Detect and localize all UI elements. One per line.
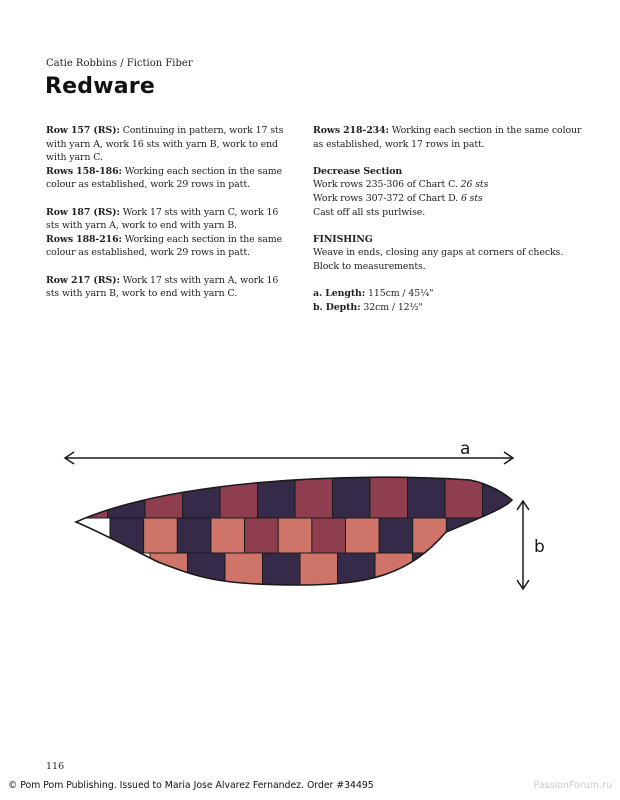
check-square: [188, 553, 226, 588]
check-square: [300, 553, 338, 588]
check-square: [108, 470, 146, 518]
check-square: [258, 470, 296, 518]
check-square: [263, 553, 301, 588]
check-square: [446, 518, 480, 553]
finishing-heading: FINISHING: [313, 233, 373, 245]
copyright-notice: © Pom Pom Publishing. Issued to Maria Jose Alvarez Fernandez. Order #34495: [8, 780, 374, 791]
check-square: [312, 518, 346, 553]
row-text: Work 17 sts with yarn C, work 16 sts with yarn A, work to end with yarn B.: [46, 206, 279, 232]
check-square: [379, 518, 413, 553]
check-square: [220, 470, 258, 518]
shawl-schematic: [50, 432, 570, 602]
check-square: [345, 518, 379, 553]
check-square: [278, 518, 312, 553]
row-text: Working each section in the same colour as established, work 29 rows in patt.: [46, 165, 282, 191]
check-square: [483, 470, 521, 518]
measurement-depth: b. Depth: 32cm / 12½": [313, 301, 423, 313]
check-square: [70, 470, 108, 518]
check-square: [183, 470, 221, 518]
check-square: [245, 518, 279, 553]
check-square: [295, 470, 333, 518]
length-label: a: [460, 439, 471, 459]
middle-check-row: [110, 518, 480, 553]
instructions-left-column: [46, 124, 294, 301]
decrease-line: Cast off all sts purlwise.: [313, 206, 426, 218]
row-label: Row 187 (RS):: [46, 206, 120, 218]
row-label: Rows 188-216:: [46, 233, 122, 245]
check-square: [445, 470, 483, 518]
instruction-paragraph: [46, 233, 294, 260]
decrease-line: Work rows 307-372 of Chart D. 6 sts: [313, 192, 483, 204]
check-square: [110, 518, 144, 553]
instruction-paragraph: [313, 124, 588, 151]
finishing-text: Weave in ends, closing any gaps at corners of checks. Block to measurements.: [313, 247, 564, 272]
instruction-paragraph: [46, 206, 294, 233]
measurement-length: a. Length: 115cm / 45¼": [313, 288, 434, 300]
instruction-paragraph: [46, 274, 294, 301]
row-label: Rows 158-186:: [46, 165, 122, 177]
row-label: Rows 218-234:: [313, 125, 389, 136]
row-label: Row 217 (RS):: [46, 274, 120, 286]
bottom-check-row: [150, 553, 450, 588]
instructions-right-column: [313, 124, 588, 314]
decrease-section-heading: Decrease Section: [313, 165, 403, 177]
check-square: [177, 518, 211, 553]
page-number: 116: [46, 761, 65, 772]
row-text: Working each section in the same colour as established, work 29 rows in patt.: [46, 233, 282, 259]
row-text: Work 17 sts with yarn A, work 16 sts with yarn B, work to end with yarn C.: [46, 274, 279, 300]
depth-label: b: [534, 537, 545, 557]
top-check-row: [70, 470, 520, 518]
watermark: PassionForum.ru: [533, 780, 612, 791]
check-square: [211, 518, 245, 553]
row-text: Continuing in pattern, work 17 sts with yarn A, work 16 sts with yarn B, work to end with yarn C.: [46, 125, 284, 164]
row-text: Working each section in the same colour as established, work 17 rows in patt.: [313, 125, 582, 150]
pattern-title: Redware: [45, 74, 155, 99]
decrease-line: Work rows 235-306 of Chart C. 26 sts: [313, 179, 489, 191]
check-square: [144, 518, 178, 553]
instruction-paragraph: [46, 124, 294, 165]
author-byline: Catie Robbins / Fiction Fiber: [46, 58, 193, 69]
row-label: Row 157 (RS):: [46, 125, 120, 136]
instruction-paragraph: [46, 165, 294, 192]
